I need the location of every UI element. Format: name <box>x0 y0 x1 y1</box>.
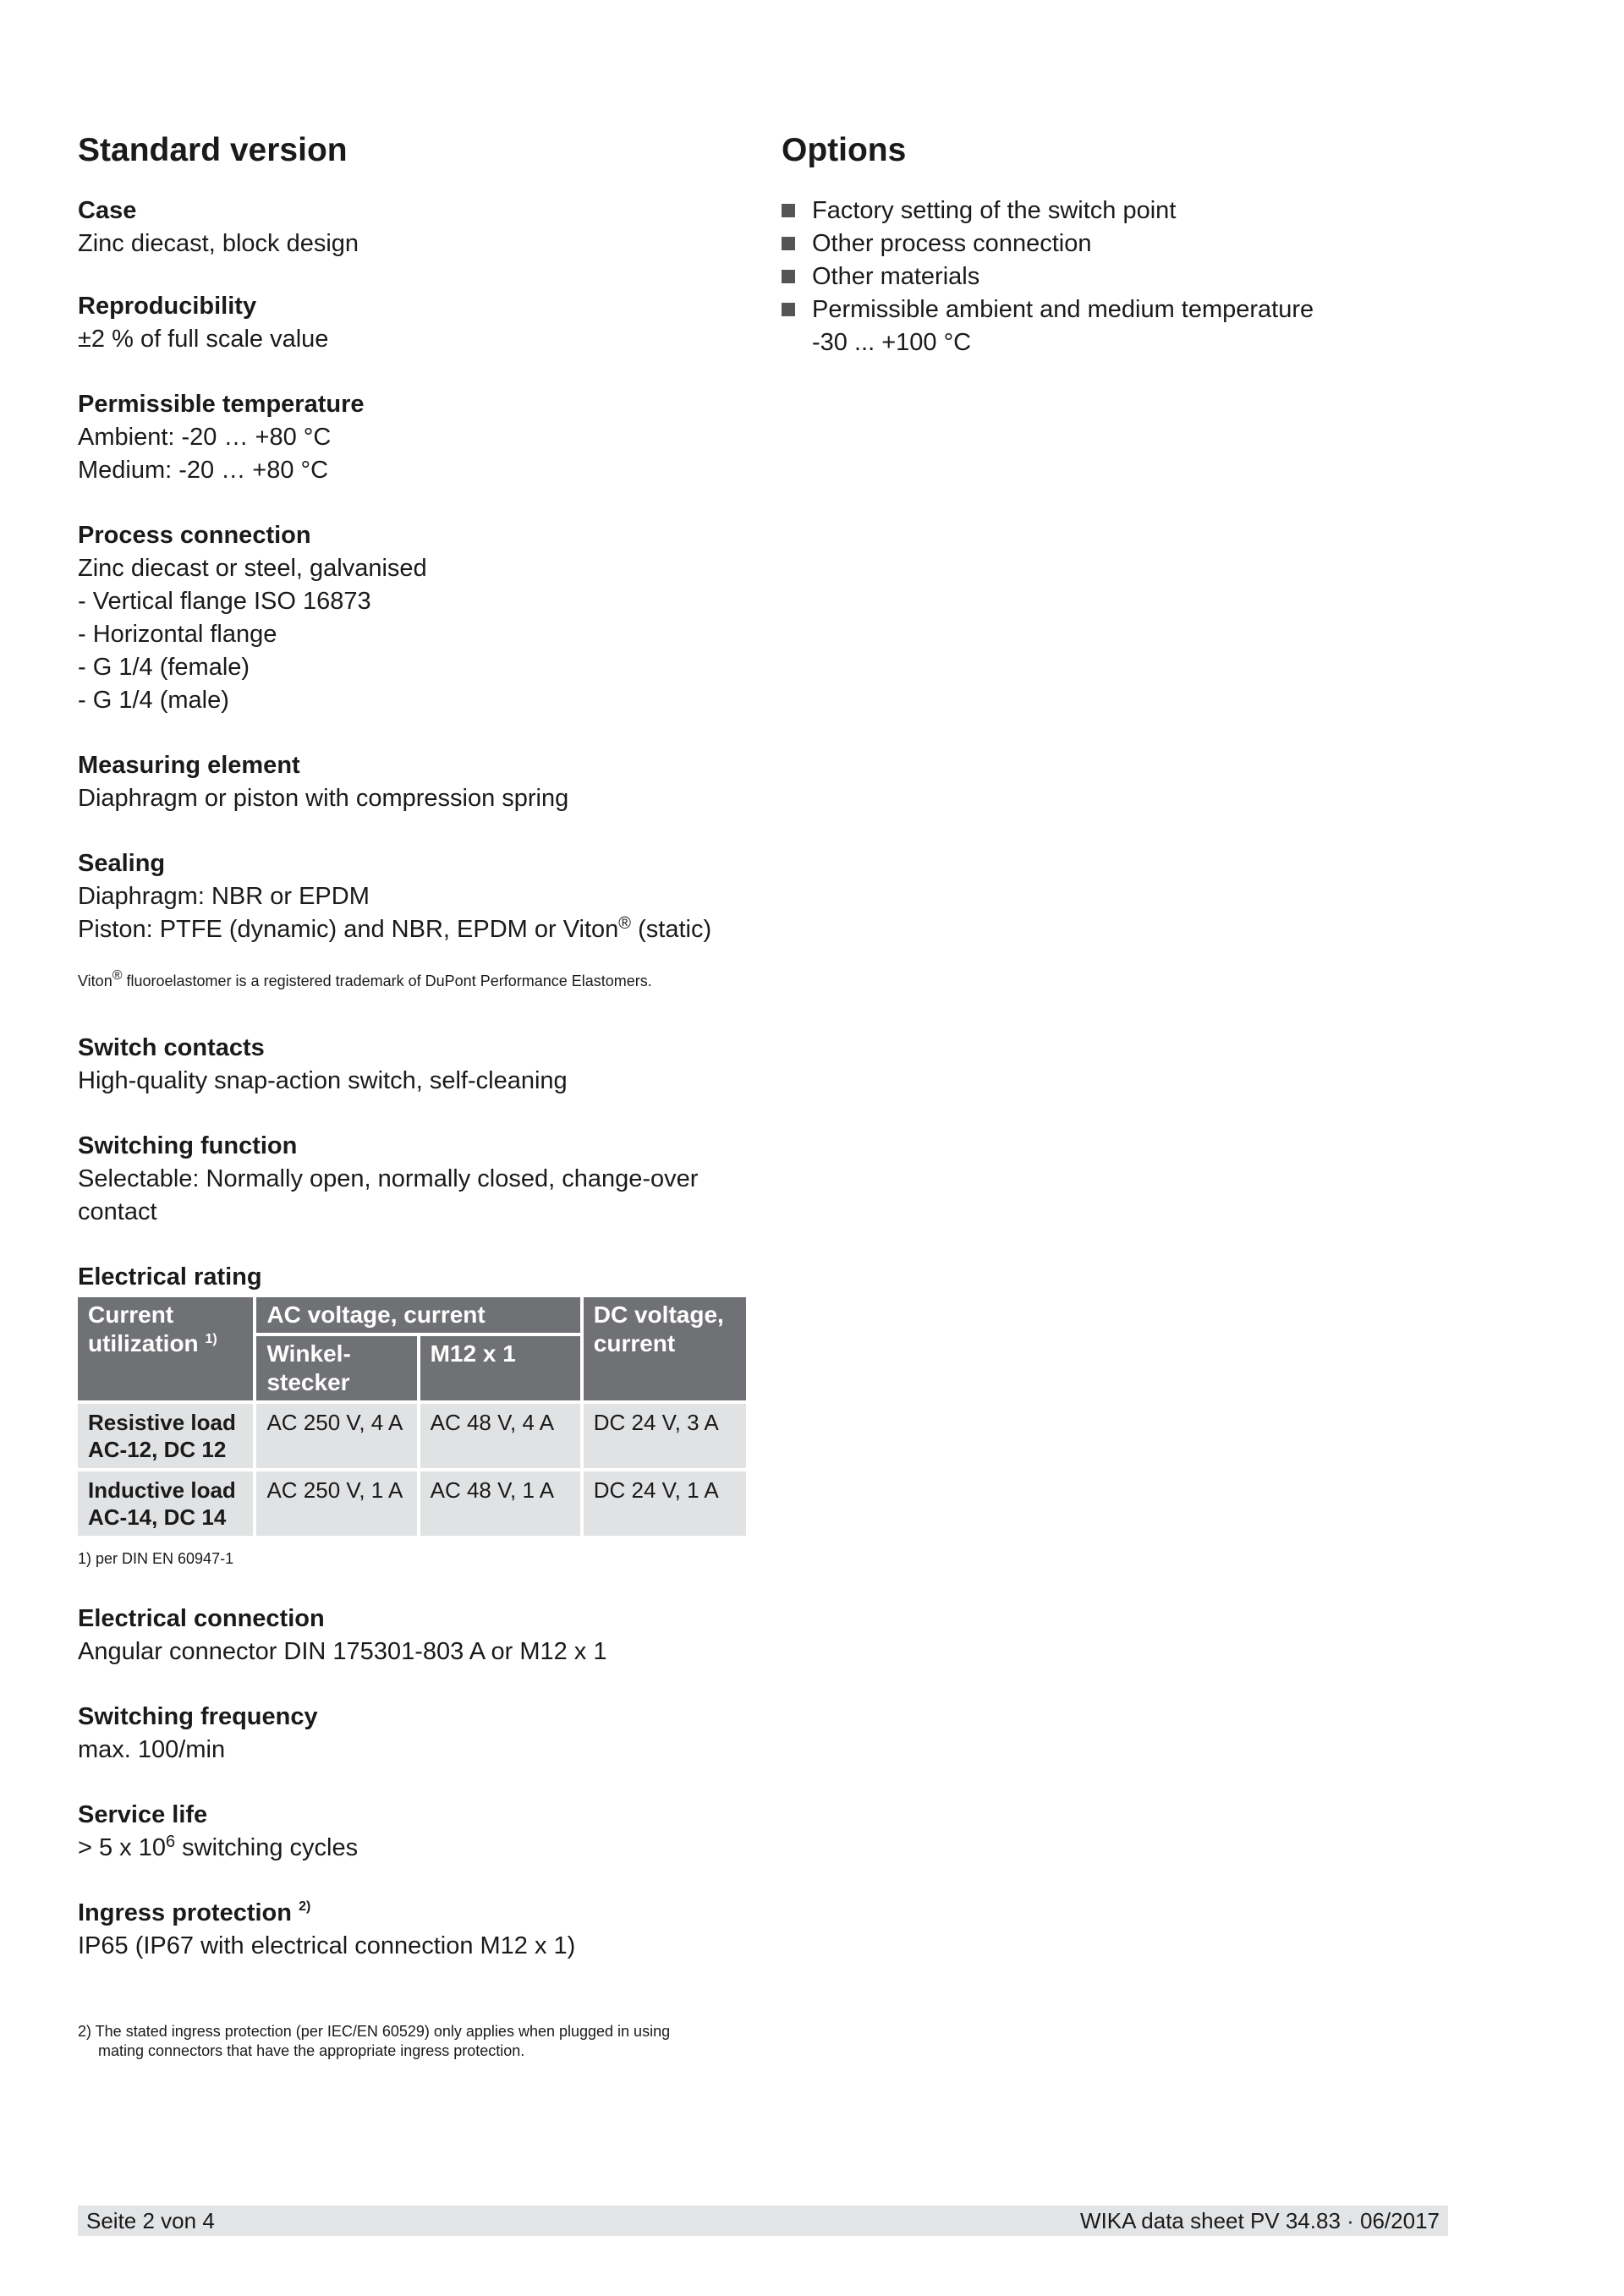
square-bullet-icon <box>782 303 795 316</box>
square-bullet-icon <box>782 270 795 283</box>
section-case <box>78 195 746 260</box>
viton-trademark-note <box>78 968 746 991</box>
section-switching-function <box>78 1130 746 1229</box>
service-body <box>78 1832 746 1865</box>
registered-mark: ® <box>618 914 632 933</box>
footnote-ref-1: 1) <box>205 1332 217 1346</box>
standard-version-heading: Standard version <box>78 132 348 168</box>
header-ac-voltage: AC voltage, current <box>256 1297 579 1333</box>
frequency-body: max. 100/min <box>78 1736 226 1763</box>
option-text: Other materials <box>812 263 980 290</box>
list-item <box>782 227 1543 260</box>
case-title: Case <box>78 197 137 224</box>
sealing-diaphragm: Diaphragm: NBR or EPDM <box>78 883 370 910</box>
header-dc-voltage: DC voltage, current <box>584 1297 746 1400</box>
current-utilization-label: Current utilization <box>88 1301 199 1356</box>
service-title: Service life <box>78 1801 208 1828</box>
registered-mark: ® <box>112 968 123 983</box>
list-item <box>782 293 1543 359</box>
viton-note-suffix: fluoroelastomer is a registered trademark of DuPont Performance Elastomers. <box>122 973 652 989</box>
square-bullet-icon <box>782 204 795 217</box>
square-bullet-icon <box>782 237 795 250</box>
ingress-footnote <box>78 2022 746 2061</box>
temperature-ambient: Ambient: -20 … +80 °C <box>78 424 332 451</box>
option-text-range: -30 ... +100 °C <box>812 329 972 356</box>
option-text: Permissible ambient and medium temperature <box>812 296 1314 323</box>
sealing-piston-text: Piston: PTFE (dynamic) and NBR, EPDM or Viton <box>78 916 619 943</box>
connection-title: Electrical connection <box>78 1605 325 1632</box>
process-line: - G 1/4 (male) <box>78 687 229 714</box>
section-process-connection <box>78 519 746 717</box>
cell-winkel: AC 250 V, 1 A <box>256 1471 416 1536</box>
section-temperature <box>78 388 746 487</box>
cell-m12: AC 48 V, 1 A <box>420 1471 580 1536</box>
row-label-inductive: Inductive load AC-14, DC 14 <box>78 1471 253 1536</box>
function-title: Switching function <box>78 1132 298 1159</box>
connection-body: Angular connector DIN 175301-803 A or M12 x 1 <box>78 1638 607 1665</box>
options-list <box>782 195 1543 359</box>
contacts-body: High-quality snap-action switch, self-cleaning <box>78 1067 568 1094</box>
section-ingress-protection <box>78 1897 746 1963</box>
sealing-piston <box>78 913 746 946</box>
cell-winkel: AC 250 V, 4 A <box>256 1404 416 1468</box>
table-row <box>78 1404 746 1468</box>
process-line: - G 1/4 (female) <box>78 654 250 681</box>
section-switching-frequency <box>78 1701 746 1767</box>
list-item <box>782 195 1543 227</box>
options-heading: Options <box>782 132 907 168</box>
option-text: Factory setting of the switch point <box>812 197 1177 224</box>
rating-footnote: 1) per DIN EN 60947-1 <box>78 1550 234 1567</box>
section-switch-contacts <box>78 1032 746 1098</box>
frequency-title: Switching frequency <box>78 1703 318 1730</box>
contacts-title: Switch contacts <box>78 1034 265 1061</box>
section-sealing <box>78 847 746 946</box>
option-text: Other process connection <box>812 230 1092 257</box>
ingress-body: IP65 (IP67 with electrical connection M12 x 1) <box>78 1932 576 1959</box>
section-electrical-connection <box>78 1603 746 1669</box>
page-number: Seite 2 von 4 <box>86 2208 215 2233</box>
measuring-body: Diaphragm or piston with compression spring <box>78 785 569 812</box>
sealing-piston-suffix: (static) <box>631 916 712 943</box>
table-row <box>78 1471 746 1536</box>
page-footer <box>78 2206 1448 2236</box>
reproducibility-body: ±2 % of full scale value <box>78 326 329 353</box>
cell-dc: DC 24 V, 1 A <box>584 1471 746 1536</box>
case-body: Zinc diecast, block design <box>78 230 359 257</box>
data-sheet-reference: WIKA data sheet PV 34.83 · 06/2017 <box>1080 2208 1440 2233</box>
header-current-utilization <box>78 1297 253 1400</box>
ingress-title <box>78 1897 746 1930</box>
reproducibility-title: Reproducibility <box>78 293 257 320</box>
ingress-footnote-line: 2) The stated ingress protection (per IEC/EN 60529) only applies when plugged in using <box>78 2023 671 2040</box>
sealing-title: Sealing <box>78 850 166 877</box>
section-electrical-rating <box>78 1261 746 1569</box>
process-line: Zinc diecast or steel, galvanised <box>78 555 427 582</box>
process-line: - Vertical flange ISO 16873 <box>78 588 371 615</box>
measuring-title: Measuring element <box>78 752 300 779</box>
viton-note-text: Viton <box>78 973 112 989</box>
list-item <box>782 260 1543 293</box>
service-suffix: switching cycles <box>175 1834 359 1861</box>
options-column <box>782 127 1543 359</box>
exponent: 6 <box>166 1833 176 1851</box>
service-text: > 5 x 10 <box>78 1834 166 1861</box>
ingress-title-text: Ingress protection <box>78 1899 292 1926</box>
cell-m12: AC 48 V, 4 A <box>420 1404 580 1468</box>
function-body: Selectable: Normally open, normally closed, change-over contact <box>78 1165 699 1225</box>
ingress-footnote-line: mating connectors that have the appropriate ingress protection. <box>98 2042 525 2059</box>
table-header-row <box>78 1297 746 1333</box>
header-m12: M12 x 1 <box>420 1336 580 1400</box>
header-winkelstecker: Winkel-stecker <box>256 1336 416 1400</box>
process-title: Process connection <box>78 522 311 549</box>
section-measuring-element <box>78 749 746 815</box>
standard-version-column <box>78 127 746 2061</box>
cell-dc: DC 24 V, 3 A <box>584 1404 746 1468</box>
process-line: - Horizontal flange <box>78 621 277 648</box>
footnote-ref-2: 2) <box>299 1899 311 1914</box>
electrical-rating-table <box>74 1294 749 1539</box>
row-label-resistive: Resistive load AC-12, DC 12 <box>78 1404 253 1468</box>
temperature-title: Permissible temperature <box>78 391 365 418</box>
section-reproducibility <box>78 290 746 356</box>
rating-title: Electrical rating <box>78 1263 262 1290</box>
section-service-life <box>78 1799 746 1865</box>
temperature-medium: Medium: -20 … +80 °C <box>78 457 329 484</box>
